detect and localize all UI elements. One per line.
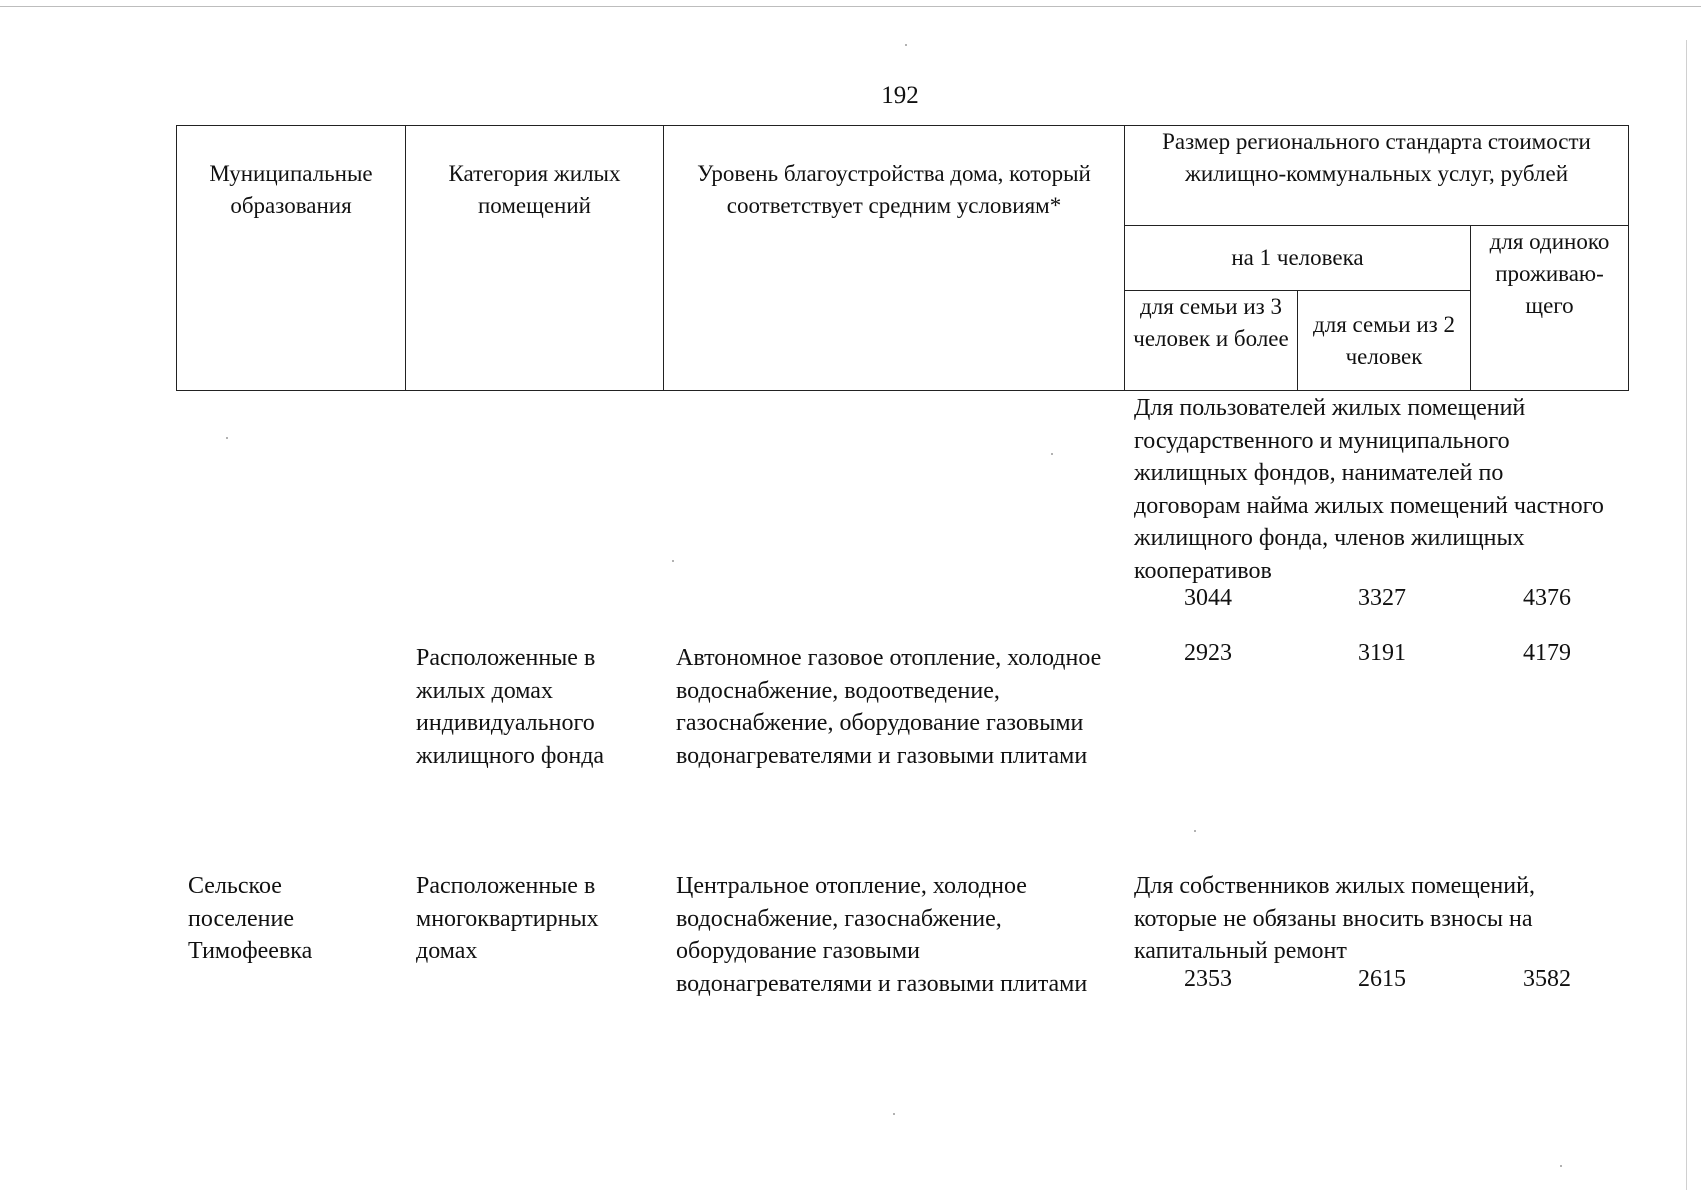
scan-speck [905,44,907,46]
value-family2-individual: 3191 [1358,640,1406,666]
note-tenants: Для пользователей жилых помещений государственного и муниципального жилищных фондов, нанимателей по договорам найма жилых помещений частного жилищного фонда, членов жилищных кооперативов [1134,395,1604,584]
header-level: Уровень благоустройства дома, который соответствует средним условиям* [664,126,1125,391]
value-single-timofeevka: 3582 [1523,966,1571,992]
page-number: 192 [881,82,919,109]
scan-speck [226,437,228,439]
municipality-timofeevka: Сельское поселение Тимофеевка [188,873,313,964]
scan-edge-right [1686,40,1687,1190]
category-individual: Расположенные в жилых домах индивидуального жилищного фонда [416,645,605,769]
note-owners: Для собственников жилых помещений, которые не обязаны вносить взносы на капитальный ремонт [1134,873,1535,964]
scan-edge-top [0,6,1701,7]
value-family2-timofeevka: 2615 [1358,966,1406,992]
header-municipal: Муниципальные образования [177,126,406,391]
header-category: Категория жилых помещений [406,126,664,391]
table-header [176,125,1629,391]
scan-speck [672,560,674,562]
value-family3-timofeevka: 2353 [1184,966,1232,992]
level-apartment: Центральное отопление, холодное водоснабжение, газоснабжение, оборудование газовыми водонагревателями и газовыми плитами [676,873,1088,997]
header-family3: для семьи из 3 человек и более [1125,291,1298,391]
value-family3-s1: 3044 [1184,585,1232,611]
value-family3-individual: 2923 [1184,640,1232,666]
header-family2: для семьи из 2 человек [1298,291,1471,391]
scan-speck [1194,830,1196,832]
level-individual: Автономное газовое отопление, холодное водоснабжение, водоотведение, газоснабжение, оборудование газовыми водонагревателями и газовыми плитами [676,645,1102,769]
scan-speck [1560,1165,1562,1167]
value-family2-s1: 3327 [1358,585,1406,611]
value-single-individual: 4179 [1523,640,1571,666]
header-per-person: на 1 человека [1125,226,1471,291]
category-apartment: Расположенные в многоквартирных домах [416,873,599,964]
header-single: для одиноко проживаю- щего [1471,226,1629,391]
header-standard: Размер регионального стандарта стоимости жилищно-коммунальных услуг, рублей [1125,126,1629,226]
scan-speck [1051,453,1053,455]
value-single-s1: 4376 [1523,585,1571,611]
scan-speck [893,1113,895,1115]
